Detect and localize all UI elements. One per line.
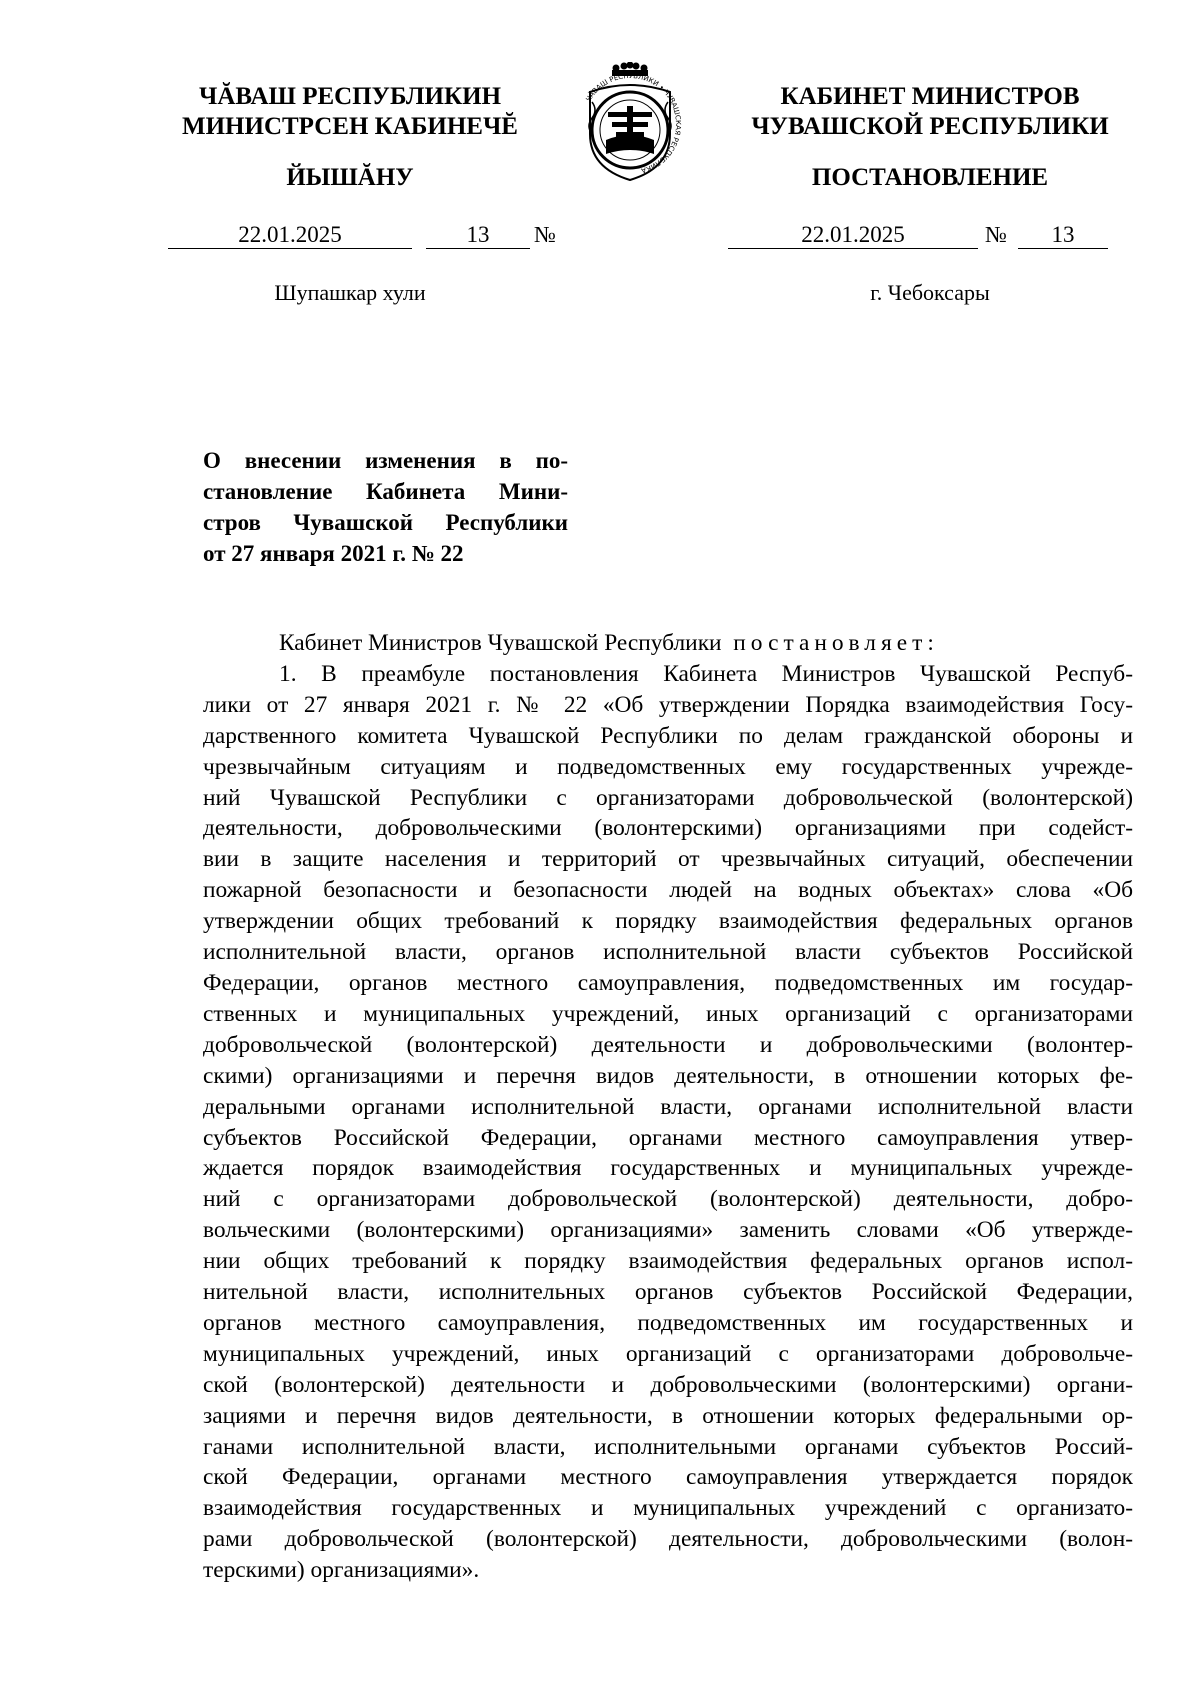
body-line: ской (волонтерской) деятельности и добровольческими (волонтерскими) органи- <box>203 1371 1133 1398</box>
body-line: зациями и перечня видов деятельности, в отношении которых федеральными ор- <box>203 1402 1133 1429</box>
body-line: взаимодействия государственных и муниципальных учреждений с организато- <box>203 1495 1133 1522</box>
preamble-line <box>203 628 1133 659</box>
body-line: исполнительной власти, органов исполнительной власти субъектов Российской <box>203 939 1133 966</box>
header-right-line1: КАБИНЕТ МИНИСТРОВ <box>780 83 1080 110</box>
body-line: Федерации, органов местного самоуправления, подведомственных им государ- <box>203 969 1133 996</box>
body-line: пожарной безопасности и безопасности людей на водных объектах» слова «Об <box>203 877 1133 904</box>
body-line: 1. В преамбуле постановления Кабинета Министров Чувашской Респуб- <box>279 660 1133 687</box>
body-line: субъектов Российской Федерации, органами местного самоуправления утвер- <box>203 1124 1133 1151</box>
body-line: ний с организаторами добровольческой (волонтерской) деятельности, добро- <box>203 1186 1133 1213</box>
body-line: добровольческой (волонтерской) деятельности и добровольческими (волонтер- <box>203 1031 1133 1058</box>
left-date-field: 22.01.2025 <box>168 222 412 249</box>
body-line: муниципальных учреждений, иных организаций с организаторами добровольче- <box>203 1340 1133 1367</box>
right-number-field: 13 <box>1018 222 1108 249</box>
left-city: Шупашкар хули <box>274 280 426 305</box>
body-line: утверждении общих требований к порядку взаимодействия федеральных органов <box>203 908 1133 935</box>
body-line: ганами исполнительной власти, исполнительными органами субъектов Россий- <box>203 1433 1133 1460</box>
body-line: ственных и муниципальных учреждений, иных организаций с организаторами <box>203 1000 1133 1027</box>
body-line: лики от 27 января 2021 г. № 22 «Об утверждении Порядка взаимодействия Госу- <box>203 691 1133 718</box>
body-line: рами добровольческой (волонтерской) деятельности, добровольческими (волон- <box>203 1526 1133 1553</box>
right-date-field: 22.01.2025 <box>728 222 978 249</box>
title-line: стров Чувашской Республики <box>203 510 568 535</box>
body-line: вольческими (волонтерскими) организациями» заменить словами «Об утвержде- <box>203 1217 1133 1244</box>
body-line: нительной власти, исполнительных органов субъектов Российской Федерации, <box>203 1279 1133 1306</box>
body-line: дарственного комитета Чувашской Республики по делам гражданской обороны и <box>203 722 1133 749</box>
body-line: ской Федерации, органами местного самоуправления утверждается порядок <box>203 1464 1133 1491</box>
body-line: чрезвычайным ситуациям и подведомственных ему государственных учрежде- <box>203 753 1133 780</box>
title-line: становление Кабинета Мини- <box>203 479 568 504</box>
header-left-line2: МИНИСТРСЕН КАБИНЕЧĔ <box>182 113 518 140</box>
document-body <box>203 628 1133 1586</box>
body-line: ждается порядок взаимодействия государственных и муниципальных учрежде- <box>203 1155 1133 1182</box>
header-left-doc-type: ЙЫШĂНУ <box>286 164 414 191</box>
header-left-line1: ЧĂВАШ РЕСПУБЛИКИН <box>198 83 502 110</box>
body-line: деральными органами исполнительной власти, органами исполнительной власти <box>203 1093 1133 1120</box>
body-line: нии общих требований к порядку взаимодействия федеральных органов испол- <box>203 1248 1133 1275</box>
header-left-org <box>150 82 550 142</box>
body-line: скими) организациями и перечня видов деятельности, в отношении которых фе- <box>203 1062 1133 1089</box>
left-number-sign: № <box>534 222 556 247</box>
body-line: деятельности, добровольческими (волонтерскими) организациями при содейст- <box>203 815 1133 842</box>
body-line: вии в защите населения и территорий от чрезвычайных ситуаций, обеспечении <box>203 846 1133 873</box>
header-right-doc-type: ПОСТАНОВЛЕНИЕ <box>811 164 1049 191</box>
body-line: органов местного самоуправления, подведомственных им государственных и <box>203 1309 1133 1336</box>
header-right-org <box>720 82 1140 142</box>
body-line: терскими) организациями». <box>203 1557 480 1584</box>
preamble-lead: Кабинет Министров Чувашской Республики <box>279 630 722 656</box>
right-number-sign: № <box>985 222 1007 247</box>
svg-text:ЧĂВАШ РЕСПУБЛИКИ • ЧУВАШСКАЯ Р: ЧĂВАШ РЕСПУБЛИКИ • ЧУВАШСКАЯ РЕСПУБЛИКА <box>584 71 683 175</box>
right-city: г. Чебоксары <box>870 280 990 305</box>
emblem-icon <box>568 62 692 186</box>
left-number-field: 13 <box>426 222 530 249</box>
coat-of-arms-emblem <box>568 62 692 186</box>
title-line: от 27 января 2021 г. № 22 <box>203 541 464 566</box>
header-right-line2: ЧУВАШСКОЙ РЕСПУБЛИКИ <box>751 113 1109 140</box>
body-line: ний Чувашской Республики с организаторами добровольческой (волонтерской) <box>203 784 1133 811</box>
document-title <box>203 445 568 569</box>
preamble-verb: постановляет: <box>733 630 939 656</box>
title-line: О внесении изменения в по- <box>203 448 568 473</box>
